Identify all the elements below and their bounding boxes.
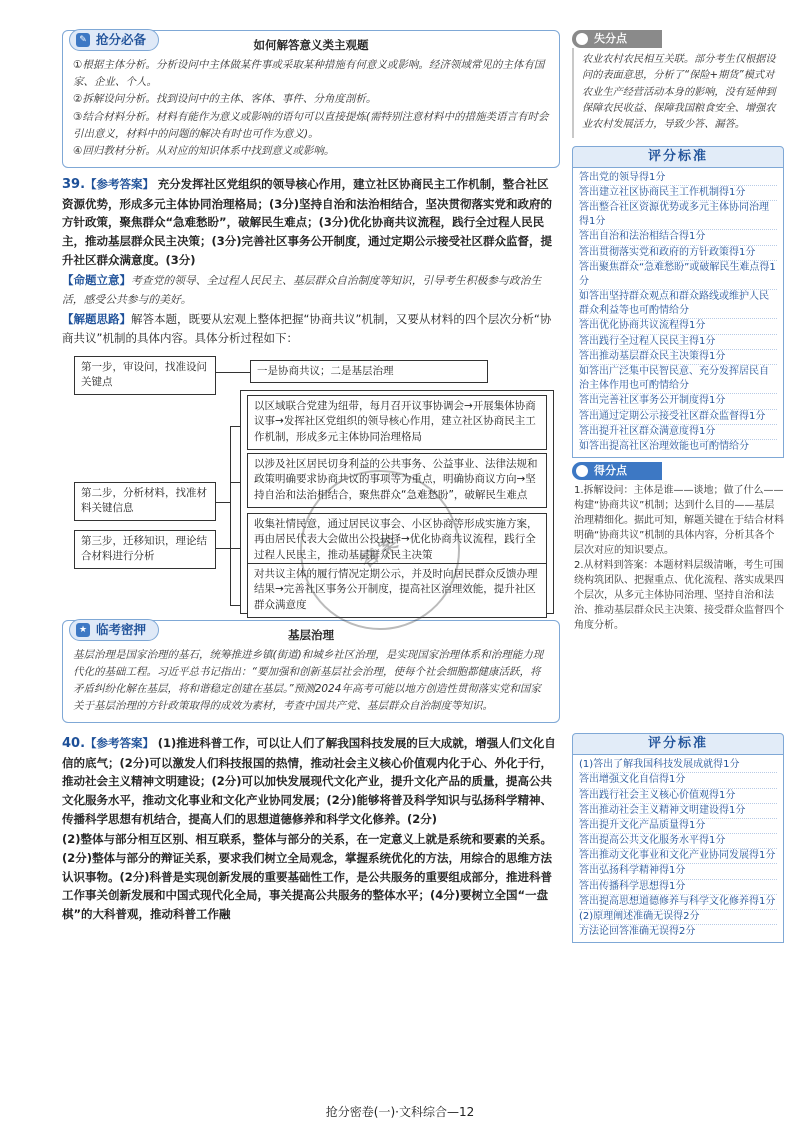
tips-line: ①根据主体分析。分析设问中主体做某件事或采取某种措施有何意义或影响。经济领域常见的主体有国家、企业、个人。 xyxy=(73,58,545,89)
points-list xyxy=(572,480,784,633)
q39-intent-text: 考查党的领导、全过程人民民主、基层群众自治制度等知识，引导考生积极参与政治生活，感受公共参与的美好。 xyxy=(62,274,542,306)
error-head: 失分点 xyxy=(572,30,662,48)
score-item: 答出弘扬科学精神得1分 xyxy=(579,864,777,879)
tips-line: ④回归教材分析。从对应的知识体系中找到意义或影响。 xyxy=(73,145,335,158)
forecast-text: 基层治理是国家治理的基石，统筹推进乡镇(街道)和城乡社区治理，是实现国家治理体系和治理能力现代化的基础工程。习近平总书记指出：“要加强和创新基层社会治理，使每个社会细胞都健康活跃，将矛盾纠纷化解在基层，将和谐稳定创建在基层。”预测2024年高考可能以地方创造性贯彻落实党和国家关于基层治理的方针政策取得的成效为素材，考查中国共产党、基层群众自治制度等知识。 xyxy=(73,648,544,713)
score-item: 答出自治和法治相结合得1分 xyxy=(579,230,777,245)
q39-intent-label: 【命题立意】 xyxy=(62,273,131,288)
score-item: 答出增强文化自信得1分 xyxy=(579,773,777,788)
step2-box: 第二步，分析材料，找准材料关键信息 xyxy=(74,482,216,522)
step1-box: 第一步，审设问，找准设问关键点 xyxy=(74,356,216,396)
q40-answer xyxy=(62,733,560,829)
score-item: 答出建立社区协商民主工作机制得1分 xyxy=(579,186,777,201)
score-item: 答出推动社会主义精神文明建设得1分 xyxy=(579,804,777,819)
q39-approach xyxy=(62,310,560,347)
tips-line: ③结合材料分析。材料有能作为意义或影响的语句可以直接提炼(需特别注意材料中的措施类语言有时会引出意义，材料中的问题的解决有时也可作为意义)。 xyxy=(73,110,549,141)
book-icon: ✎ xyxy=(76,33,90,47)
q40-part2: (2)整体与部分相互区别、相互联系，整体与部分的关系，在一定意义上就是系统和要素的关系。(2分)整体与部分的辩证关系，要求我们树立全局观念，掌握系统优化的方法，用综合的思维方法认识事物。(2分)科普是实现创新发展的重要基础性工作，是公共服务的重要组成部分，推进科普工作事关创新发展和中国式现代化全局，事关提高公共服务的整体水平；(4分)要树立全国“一盘棋”的大科普观，推动科普工作融 xyxy=(62,832,553,921)
score39-list xyxy=(572,168,784,459)
lock-icon: ★ xyxy=(76,623,90,637)
score-item: 答出提升文化产品质量得1分 xyxy=(579,819,777,834)
connector xyxy=(230,426,240,427)
score-item: 如答出提高社区治理效能也可酌情给分 xyxy=(579,440,749,452)
points-head: 得分点 xyxy=(572,462,662,480)
score-item: 答出完善社区事务公开制度得1分 xyxy=(579,394,777,409)
q39-ref-label: 【参考答案】 xyxy=(85,176,155,191)
score39-head: 评分标准 xyxy=(572,146,784,168)
connector xyxy=(230,605,240,606)
score-item: (1)答出了解我国科技发展成就得1分 xyxy=(579,758,777,773)
q39-answer-text: 充分发挥社区党组织的领导核心作用，建立社区协商民主工作机制，整合社区资源优势，形成多元主体协同治理格局；(3分)坚持自治和法治相结合，坚决贯彻落实党和政府的方针政策，聚焦群众“急难愁盼”，破解民生难点；(3分)优化协商共议流程，践行全过程人民民主，推动基层群众民主决策；(3分)完善社区事务公开制度，通过定期公示接受社区群众监督，提升社区群众满意度。(3分) xyxy=(62,176,553,267)
score-item: 答出推动文化事业和文化产业协同发展得1分 xyxy=(579,849,777,864)
connector xyxy=(216,548,230,549)
page-footer: 抢分密卷(一)·文科综合—12 xyxy=(325,1105,475,1119)
bullet-icon xyxy=(576,33,588,45)
tips-panel xyxy=(62,30,560,168)
connector xyxy=(216,372,250,373)
error-text: 农业农村农民相互关联。部分考生仅根据设问的表面意思，分析了“保险+期货”模式对农业生产经营活动本身的影响，没有延伸到保障农民收益、保障我国粮食安全、增强农业农村发展活力，导致少答、漏答。 xyxy=(572,48,784,138)
score-item: 答出提高思想道德修养与科学文化修养得1分 xyxy=(579,895,777,910)
score-item: 方法论回答准确无误得2分 xyxy=(579,926,696,938)
watermark-stamp: 答案 xyxy=(269,439,492,662)
forecast-panel xyxy=(62,620,560,723)
step3-box: 第三步，迁移知识，理论结合材料进行分析 xyxy=(74,530,216,570)
q39-approach-label: 【解题思路】 xyxy=(62,312,131,327)
tips-title: 如何解答意义类主观题 xyxy=(253,38,369,52)
tips-line: ②拆解设问分析。找到设问中的主体、客体、事件、分角度剖析。 xyxy=(73,93,377,106)
connector xyxy=(230,548,240,549)
score-item: (2)原理阐述准确无误得2分 xyxy=(579,910,777,925)
bracket-line xyxy=(230,426,231,606)
score-item: 答出提高公共文化服务水平得1分 xyxy=(579,834,777,849)
score-item: 答出整合社区资源优势或多元主体协同治理得1分 xyxy=(579,201,777,230)
sidebar xyxy=(572,30,784,943)
main-column xyxy=(62,30,560,923)
detail-box-4: 对共议主体的履行情况定期公示，并及时向居民群众反馈办理结果→完善社区事务公开制度，提高社区治理效能，提升社区群众满意度 xyxy=(247,563,547,618)
detail-box-2: 以涉及社区居民切身利益的公共事务、公益事业、法律法规和政策明确要求协商共议的事项等为重点，明确协商议方向→坚持自治和法治相结合，聚焦群众“急难愁盼”，破解民生难点 xyxy=(247,453,547,508)
score-item: 答出提升社区群众满意度得1分 xyxy=(579,425,777,440)
point-item: 1.拆解设问：主体是谁——谈地；做了什么——构建“协商共议”机制；达到什么目的——基层治理精细化。据此可知，解题关键在于结合材料明确“协商共议”机制的具体内容，分析其各个层次对应的知识要点。 xyxy=(574,485,784,557)
point-item: 2.从材料到答案：本题材料层级清晰，考生可围绕构筑团队、把握重点、优化流程、落实成果四个层次，从多元主体协同治理、坚持自治和法治、推动基层群众民主决策、接受群众监督四个角度分析。 xyxy=(574,560,784,632)
score-item: 答出推动基层群众民主决策得1分 xyxy=(579,350,777,365)
detail-box-1: 以区域联合党建为纽带，每月召开议事协调会→开展集体协商议事→发挥社区党组织的领导核心作用，建立社区协商民主工作机制，形成多元主体协同治理格局 xyxy=(247,395,547,450)
bullet-icon xyxy=(576,465,588,477)
forecast-tag: ★ 临考密押 xyxy=(69,619,159,641)
q39-number: 39. xyxy=(62,176,86,192)
q40-number: 40. xyxy=(62,735,86,751)
q39-approach-text: 解答本题，既要从宏观上整体把握“协商共议”机制，又要从材料的四个层次分析“协商共议”机制的具体内容。具体分析过程如下： xyxy=(62,312,552,346)
q40-ref-label: 【参考答案】 xyxy=(85,735,155,750)
q40-part1: (1)推进科普工作，可以让人们了解我国科技发展的巨大成就，增强人们文化自信的底气；(2分)可以激发人们科技报国的热情，推动社会主义核心价值观内化于心、外化于行，推动社会主义精神文明建设；(2分)可以加快发展现代文化产业，提升文化产品的质量，提高公共文化服务水平，推动文化事业和文化产业协同发展；(2分)能够将普及科学知识与弘扬科学精神、传播科学思想有机结合，提高人们的思想道德修养和科学文化修养。(2分) xyxy=(62,735,556,826)
score-item: 答出党的领导得1分 xyxy=(579,171,777,186)
score-item: 答出贯彻落实党和政府的方针政策得1分 xyxy=(579,246,777,261)
q39-intent xyxy=(62,271,560,308)
score-item: 答出优化协商共议流程得1分 xyxy=(579,319,777,334)
q40-part2-block xyxy=(62,830,560,923)
connector xyxy=(216,502,230,503)
score-item: 答出通过定期公示接受社区群众监督得1分 xyxy=(579,410,777,425)
score40-head: 评分标准 xyxy=(572,733,784,755)
score-item: 如答出广泛集中民智民意、充分发挥居民自治主体作用也可酌情给分 xyxy=(579,365,777,394)
tips-tag: ✎ 抢分必备 xyxy=(69,29,159,51)
score-item: 答出践行社会主义核心价值观得1分 xyxy=(579,789,777,804)
q39-answer xyxy=(62,174,560,270)
score-item: 答出传播科学思想得1分 xyxy=(579,880,777,895)
score-item: 答出践行全过程人民民主得1分 xyxy=(579,335,777,350)
step1-result-box: 一是协商共议；二是基层治理 xyxy=(250,360,488,384)
connector xyxy=(230,482,240,483)
forecast-title: 基层治理 xyxy=(288,627,334,642)
score-item: 答出聚焦群众“急难愁盼”或破解民生难点得1分 xyxy=(579,261,777,290)
score-item: 如答出坚持群众观点和群众路线或维护人民群众利益等也可酌情给分 xyxy=(579,290,777,319)
detail-box-3: 收集社情民意，通过居民议事会、小区协商等形成实施方案，再由居民代表大会做出公投抉择→优化协商共议流程，践行全过程人民民主，推动基层群众民主决策 xyxy=(247,513,547,568)
score40-list xyxy=(572,755,784,943)
